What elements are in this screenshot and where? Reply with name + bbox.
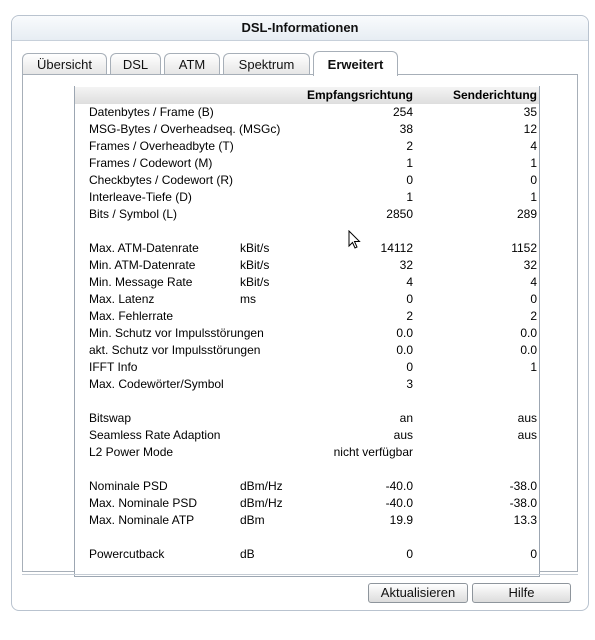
row-value-tx: 0.0 <box>520 326 537 340</box>
row-value-tx: 4 <box>530 275 537 289</box>
row-label: Max. Nominale PSD <box>89 496 198 510</box>
row-unit: dBm/Hz <box>240 479 283 493</box>
table-row <box>75 342 539 359</box>
table-row <box>75 444 539 461</box>
tab-atm[interactable]: ATM <box>164 53 220 74</box>
table-row <box>75 274 539 291</box>
row-value-rx: 0.0 <box>396 326 413 340</box>
table-row <box>75 512 539 529</box>
row-label: Max. Codewörter/Symbol <box>89 377 224 391</box>
row-value-rx: 38 <box>399 122 413 136</box>
row-value-rx: 0 <box>406 360 413 374</box>
row-label: Min. Schutz vor Impulsstörungen <box>89 326 264 340</box>
row-value-tx: 12 <box>523 122 537 136</box>
table-row <box>75 308 539 325</box>
tab-dsl[interactable]: DSL <box>110 53 161 74</box>
table-row <box>75 478 539 495</box>
row-value-tx: 0 <box>530 547 537 561</box>
row-label: Min. Message Rate <box>89 275 193 289</box>
tab-spektrum[interactable]: Spektrum <box>223 53 310 74</box>
row-value-rx: 3 <box>406 377 413 391</box>
tab-erweitert[interactable]: Erweitert <box>313 51 398 76</box>
row-unit: kBit/s <box>240 275 270 289</box>
row-unit: kBit/s <box>240 258 270 272</box>
row-value-tx: aus <box>517 411 537 425</box>
row-value-tx: 2 <box>530 309 537 323</box>
row-unit: kBit/s <box>240 241 270 255</box>
row-label: Checkbytes / Codewort (R) <box>89 173 234 187</box>
table-row <box>75 376 539 393</box>
row-value-tx: 1 <box>530 190 537 204</box>
row-value-rx: 19.9 <box>389 513 413 527</box>
row-value-tx: 0 <box>530 292 537 306</box>
row-label: L2 Power Mode <box>89 445 174 459</box>
row-value-rx: 4 <box>406 275 413 289</box>
row-label: Frames / Codewort (M) <box>89 156 213 170</box>
row-value-tx: 35 <box>523 105 537 119</box>
row-label: akt. Schutz vor Impulsstörungen <box>89 343 261 357</box>
footer-divider <box>22 574 578 575</box>
row-label: Powercutback <box>89 547 165 561</box>
row-value-rx: 254 <box>392 105 413 119</box>
row-unit: dBm/Hz <box>240 496 283 510</box>
table-row <box>75 291 539 308</box>
row-label: Max. Fehlerrate <box>89 309 174 323</box>
table-row <box>75 325 539 342</box>
row-value-tx: aus <box>517 428 537 442</box>
row-value-tx: 1 <box>530 156 537 170</box>
header-tx: Senderichtung <box>452 88 537 102</box>
row-label: IFFT Info <box>89 360 138 374</box>
table-row <box>75 359 539 376</box>
table-row <box>75 529 539 546</box>
table-row <box>75 172 539 189</box>
row-value-rx: 1 <box>406 156 413 170</box>
row-value-tx: 4 <box>530 139 537 153</box>
dialog-title: DSL-Informationen <box>12 16 588 41</box>
row-label: Interleave-Tiefe (D) <box>89 190 192 204</box>
row-value-rx: 0 <box>406 292 413 306</box>
row-label: Max. Latenz <box>89 292 155 306</box>
row-label: Bits / Symbol (L) <box>89 207 178 221</box>
header-rx: Empfangsrichtung <box>306 88 413 102</box>
table-row <box>75 461 539 478</box>
row-value-tx: 0.0 <box>520 343 537 357</box>
table-row <box>75 393 539 410</box>
row-label: MSG-Bytes / Overheadseq. (MSGc) <box>89 122 281 136</box>
row-value-rx: 32 <box>399 258 413 272</box>
row-label: Min. ATM-Datenrate <box>89 258 196 272</box>
row-value-tx: 289 <box>516 207 537 221</box>
row-label: Seamless Rate Adaption <box>89 428 221 442</box>
row-value-rx: 2 <box>406 309 413 323</box>
table-row <box>75 189 539 206</box>
tab-uebersicht[interactable]: Übersicht <box>22 53 107 74</box>
row-label: Nominale PSD <box>89 479 168 493</box>
table-row <box>75 138 539 155</box>
table-row <box>75 410 539 427</box>
row-value-tx: -38.0 <box>509 479 537 493</box>
table-row <box>75 240 539 257</box>
row-value-rx: -40.0 <box>385 479 413 493</box>
row-value-tx: 1 <box>530 360 537 374</box>
row-value-rx: aus <box>393 428 413 442</box>
row-value-rx: 0 <box>406 173 413 187</box>
dsl-info-dialog <box>11 15 589 611</box>
table-row <box>75 257 539 274</box>
row-label: Datenbytes / Frame (B) <box>89 105 214 119</box>
row-value-rx: 2 <box>406 139 413 153</box>
row-label: Frames / Overheadbyte (T) <box>89 139 234 153</box>
row-value-tx: 1152 <box>511 241 537 255</box>
table-row <box>75 546 539 563</box>
table-row <box>75 121 539 138</box>
table-row <box>75 206 539 223</box>
row-value-rx: an <box>399 411 413 425</box>
row-value-rx: -40.0 <box>385 496 413 510</box>
row-label: Max. Nominale ATP <box>89 513 195 527</box>
row-unit: dB <box>240 547 255 561</box>
row-value-rx: 2850 <box>386 207 413 221</box>
row-value-rx: 0 <box>406 547 413 561</box>
row-value-tx: 13.3 <box>513 513 537 527</box>
row-label: Bitswap <box>89 411 132 425</box>
table-row <box>75 104 539 121</box>
row-unit: ms <box>240 292 256 306</box>
table-row <box>75 155 539 172</box>
row-value-tx: 32 <box>523 258 537 272</box>
help-button[interactable]: Hilfe <box>472 583 571 603</box>
row-label: Max. ATM-Datenrate <box>89 241 199 255</box>
row-unit: dBm <box>240 513 265 527</box>
row-value-tx: 0 <box>530 173 537 187</box>
table-header <box>75 87 539 104</box>
refresh-button[interactable]: Aktualisieren <box>368 583 468 603</box>
table-row <box>75 427 539 444</box>
row-value-rx: nicht verfügbar <box>333 445 413 459</box>
row-value-tx: -38.0 <box>509 496 537 510</box>
table-row <box>75 495 539 512</box>
row-value-rx: 0.0 <box>396 343 413 357</box>
row-value-rx: 14112 <box>380 241 413 255</box>
table-row <box>75 223 539 240</box>
row-value-rx: 1 <box>406 190 413 204</box>
mouse-cursor-icon <box>348 230 362 250</box>
